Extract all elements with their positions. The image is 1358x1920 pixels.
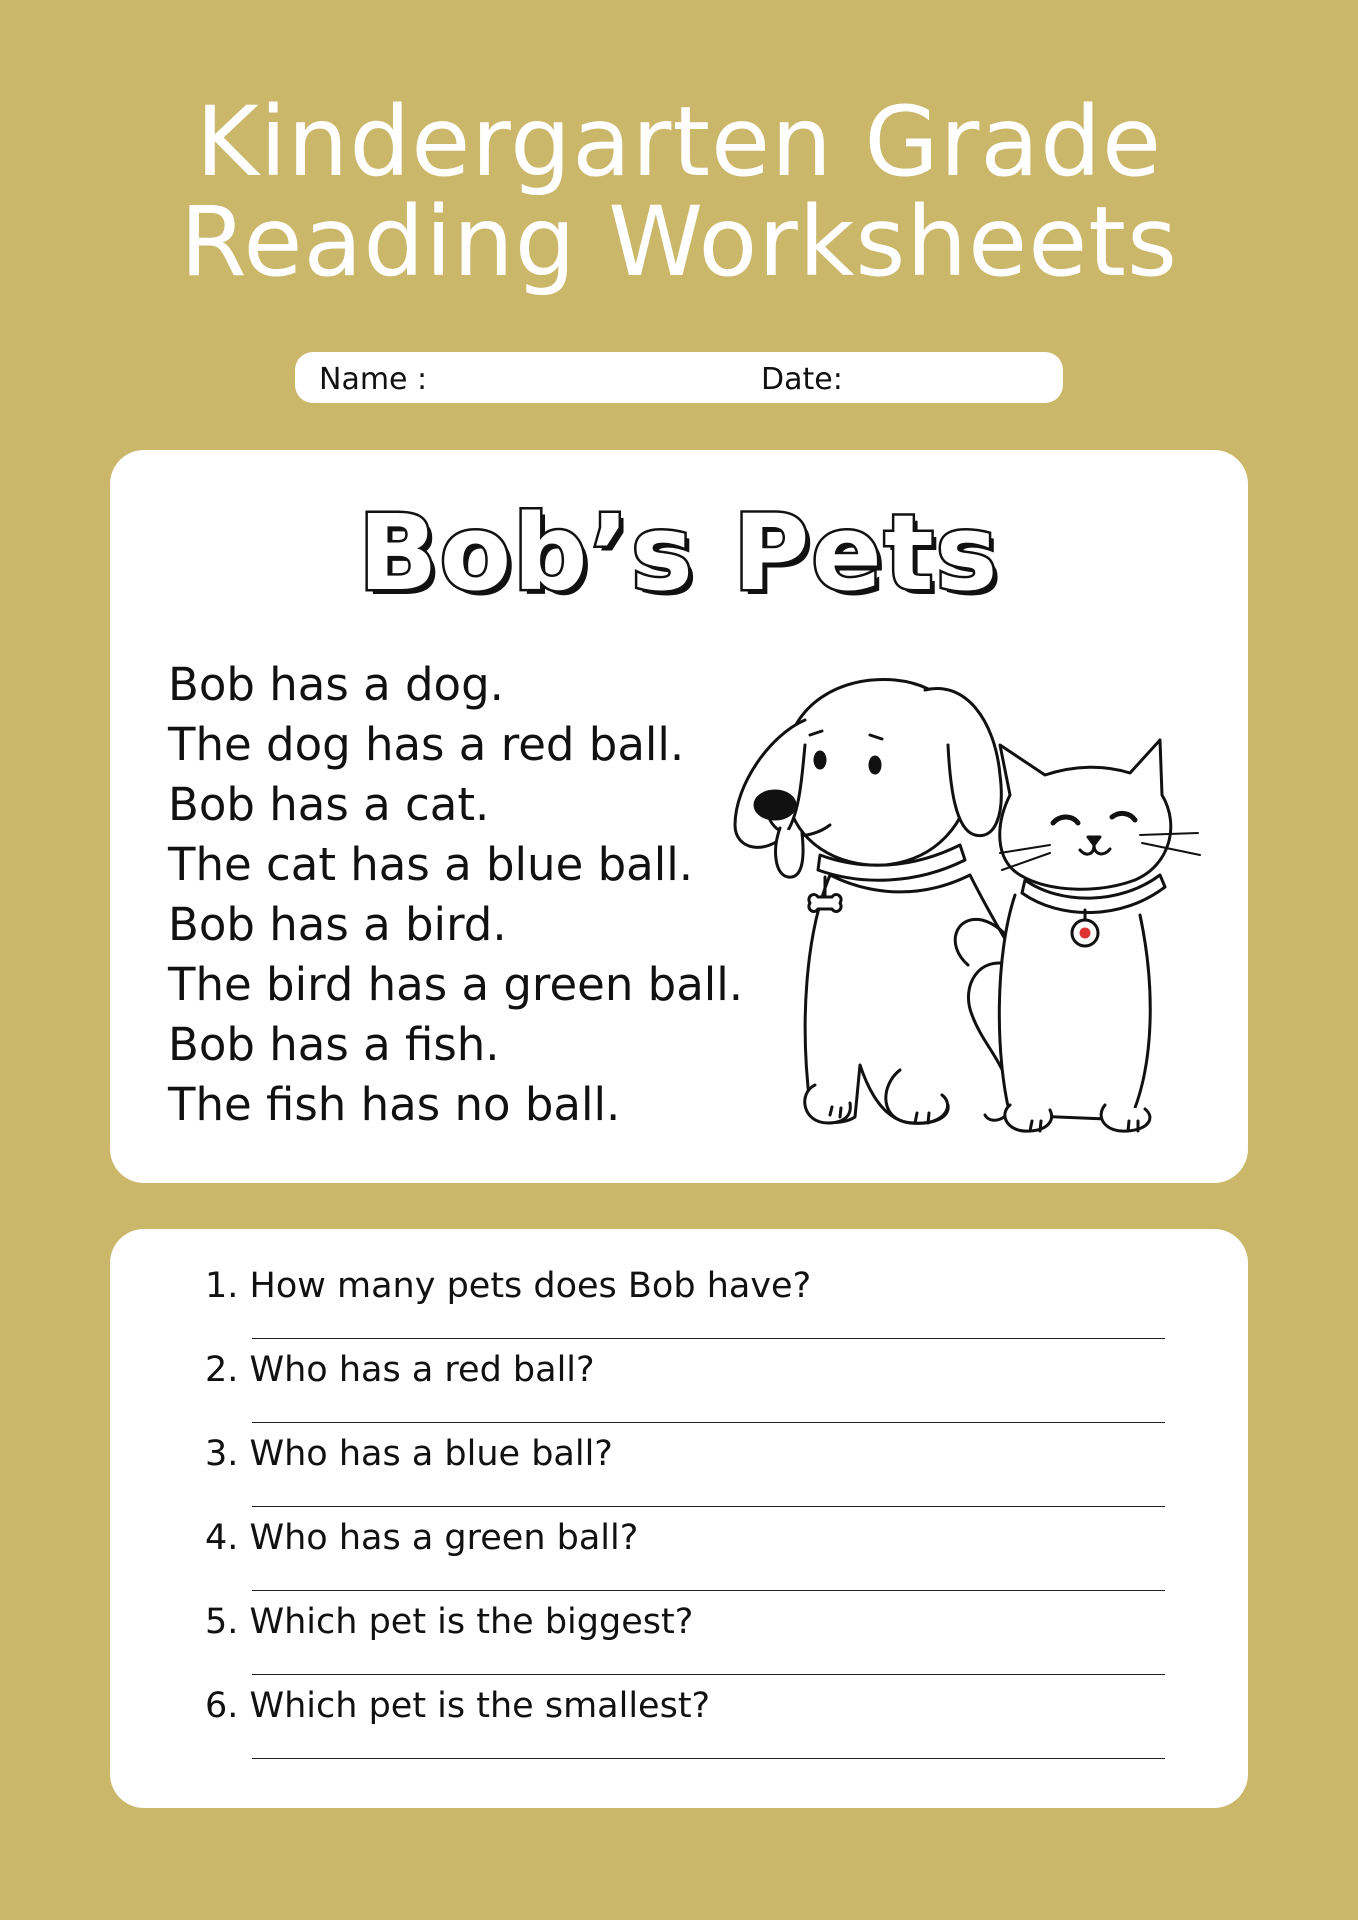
story-card [110, 450, 1248, 1183]
answer-line[interactable] [252, 1338, 1165, 1339]
question-text: 6. Which pet is the smallest? [205, 1686, 711, 1726]
story-line: Bob has a fish. [168, 1018, 500, 1071]
answer-line[interactable] [252, 1590, 1165, 1591]
question-text: 4. Who has a green ball? [205, 1518, 639, 1558]
answer-line[interactable] [252, 1422, 1165, 1423]
date-label: Date: [761, 362, 843, 397]
question-3 [205, 1434, 1165, 1518]
answer-line[interactable] [252, 1506, 1165, 1507]
question-5 [205, 1602, 1165, 1686]
question-text: 5. Which pet is the biggest? [205, 1602, 694, 1642]
dog-and-cat-icon [710, 665, 1230, 1135]
question-2 [205, 1350, 1165, 1434]
story-line: The cat has a blue ball. [168, 838, 694, 891]
story-text [168, 655, 743, 1135]
name-date-bar [295, 352, 1063, 403]
story-line: Bob has a bird. [168, 898, 507, 951]
story-line: The dog has a red ball. [168, 718, 685, 771]
name-label: Name : [319, 362, 428, 397]
question-4 [205, 1518, 1165, 1602]
question-1 [205, 1266, 1165, 1350]
question-text: 3. Who has a blue ball? [205, 1434, 613, 1474]
story-line: The fish has no ball. [168, 1078, 621, 1131]
story-line: Bob has a dog. [168, 658, 504, 711]
answer-line[interactable] [252, 1674, 1165, 1675]
answer-line[interactable] [252, 1758, 1165, 1759]
question-text: 2. Who has a red ball? [205, 1350, 595, 1390]
story-line: Bob has a cat. [168, 778, 490, 831]
page-title-line-2: Reading Worksheets [180, 186, 1178, 298]
questions-card [110, 1229, 1248, 1808]
page-title [0, 86, 1358, 298]
story-line: The bird has a green ball. [168, 958, 744, 1011]
question-text: 1. How many pets does Bob have? [205, 1266, 812, 1306]
page-title-line-1: Kindergarten Grade [195, 86, 1163, 198]
story-title: Bob’s Pets [358, 492, 1000, 614]
question-6 [205, 1686, 1165, 1770]
